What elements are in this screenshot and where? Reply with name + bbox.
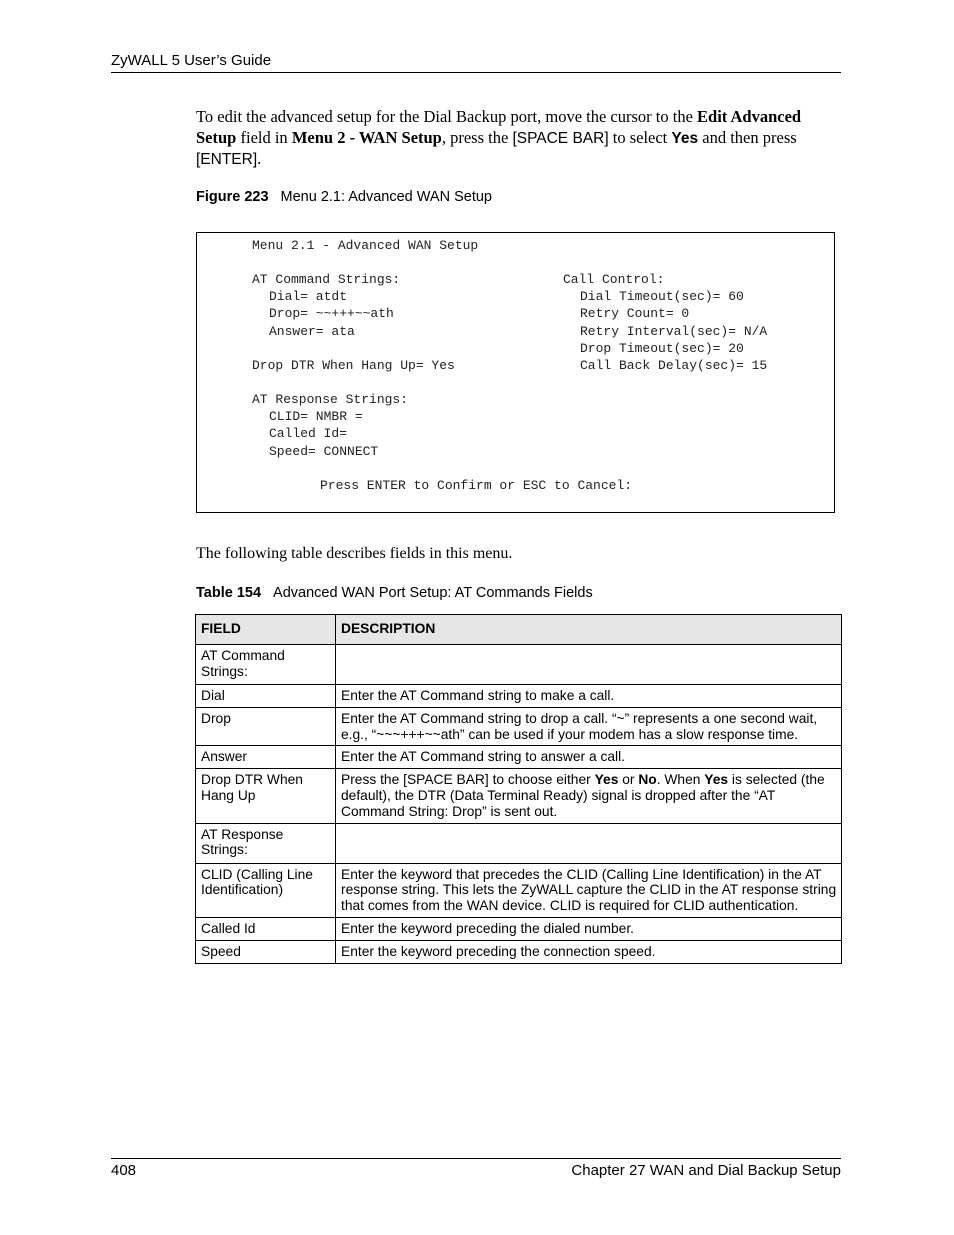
description-cell: Enter the keyword preceding the connection speed. — [336, 940, 842, 963]
intro-text-2: field in — [236, 127, 292, 147]
desc-text: . When — [656, 772, 705, 788]
table-caption — [196, 585, 593, 601]
description-cell: Enter the AT Command string to answer a call. — [336, 746, 842, 769]
desc-bold-no: No — [638, 772, 657, 788]
terminal-screen — [196, 232, 835, 513]
screen-at-response-heading: AT Response Strings: — [252, 392, 409, 407]
screen-drop-timeout: Drop Timeout(sec)= 20 — [580, 341, 744, 356]
field-cell: Drop — [196, 707, 336, 746]
screen-dial: Dial= atdt — [269, 289, 348, 304]
figure-title: Menu 2.1: Advanced WAN Setup — [280, 189, 492, 205]
field-cell: Drop DTR When Hang Up — [196, 769, 336, 823]
table-row — [196, 769, 842, 823]
screen-retry-count: Retry Count= 0 — [580, 306, 690, 321]
screen-retry-interval: Retry Interval(sec)= N/A — [580, 324, 768, 339]
page-number: 408 — [111, 1162, 137, 1179]
desc-text: is selected (the default), the DTR (Data Terminal Ready) signal is dropped after the “AT Command String: Drop” is sent out. — [341, 772, 825, 819]
description-cell — [336, 645, 842, 685]
screen-called-id: Called Id= — [269, 426, 348, 441]
screen-call-control-heading: Call Control: — [563, 272, 665, 287]
description-cell: Enter the keyword preceding the dialed number. — [336, 917, 842, 940]
intro-paragraph — [196, 107, 836, 171]
running-header: ZyWALL 5 User’s Guide — [111, 52, 272, 69]
desc-text: or — [618, 772, 639, 788]
intro-bold-yes: Yes — [671, 129, 699, 147]
table-row — [196, 707, 842, 746]
table-row — [196, 823, 842, 863]
table-number: Table 154 — [196, 585, 262, 601]
description-cell: Enter the AT Command string to drop a call. “~” represents a one second wait, e.g., “~~~+++~~ath” can be used if your modem has a slow response time. — [336, 707, 842, 746]
intro-text-1: To edit the advanced setup for the Dial Backup port, move the cursor to the — [196, 107, 698, 126]
description-cell — [336, 823, 842, 863]
intro-bold-menu-2: Menu 2 - WAN Setup — [291, 127, 442, 147]
screen-at-command-heading: AT Command Strings: — [252, 272, 401, 287]
chapter-title: Chapter 27 WAN and Dial Backup Setup — [571, 1162, 841, 1179]
intro-key-space-bar: [SPACE BAR] — [512, 129, 609, 147]
fields-table — [195, 614, 842, 964]
intro-text-6: . — [257, 149, 262, 168]
description-cell: Enter the AT Command string to make a call. — [336, 685, 842, 708]
screen-speed: Speed= CONNECT — [269, 444, 379, 459]
intro-key-enter: [ENTER] — [196, 151, 258, 168]
field-cell: Speed — [196, 940, 336, 963]
intro-bold-edit-advanced-setup: Edit Advanced Setup — [196, 107, 802, 147]
screen-menu-title: Menu 2.1 - Advanced WAN Setup — [252, 238, 479, 253]
table-intro-text: The following table describes fields in this menu. — [196, 545, 513, 562]
header-field: FIELD — [196, 615, 336, 645]
table-header-row — [196, 615, 842, 645]
header-divider — [111, 72, 841, 73]
intro-text-3: , press the — [441, 127, 513, 147]
footer-divider — [111, 1158, 841, 1159]
screen-confirm-prompt: Press ENTER to Confirm or ESC to Cancel: — [320, 478, 633, 493]
table-row — [196, 685, 842, 708]
header-description: DESCRIPTION — [336, 615, 842, 645]
screen-drop: Drop= ~~+++~~ath — [269, 306, 394, 321]
figure-caption — [196, 189, 492, 205]
description-cell: Enter the keyword that precedes the CLID (Calling Line Identification) in the AT response string. This lets the ZyWALL capture the CLID in the AT response string that comes from the WAN device. CLID is required for CLID authentication. — [336, 863, 842, 917]
screen-drop-dtr: Drop DTR When Hang Up= Yes — [252, 358, 455, 373]
desc-bold-yes: Yes — [594, 772, 619, 788]
table-row — [196, 863, 842, 917]
table-row — [196, 746, 842, 769]
figure-number: Figure 223 — [196, 189, 269, 205]
table-row — [196, 940, 842, 963]
screen-call-back-delay: Call Back Delay(sec)= 15 — [580, 358, 768, 373]
intro-text-5: and then press — [698, 127, 797, 147]
desc-bold-yes: Yes — [704, 772, 729, 788]
desc-text: Press the [SPACE BAR] to choose either — [341, 772, 595, 788]
table-row — [196, 917, 842, 940]
table-row — [196, 645, 842, 685]
field-cell: AT Response Strings: — [196, 823, 336, 863]
field-cell: Dial — [196, 685, 336, 708]
intro-text-4: to select — [608, 127, 672, 147]
field-cell: Answer — [196, 746, 336, 769]
field-cell: Called Id — [196, 917, 336, 940]
field-cell: CLID (Calling Line Identification) — [196, 863, 336, 917]
field-cell: AT Command Strings: — [196, 645, 336, 685]
table-title: Advanced WAN Port Setup: AT Commands Fields — [273, 585, 593, 601]
screen-clid: CLID= NMBR = — [269, 409, 363, 424]
screen-answer: Answer= ata — [269, 324, 355, 339]
description-cell — [336, 769, 842, 823]
screen-dial-timeout: Dial Timeout(sec)= 60 — [580, 289, 744, 304]
